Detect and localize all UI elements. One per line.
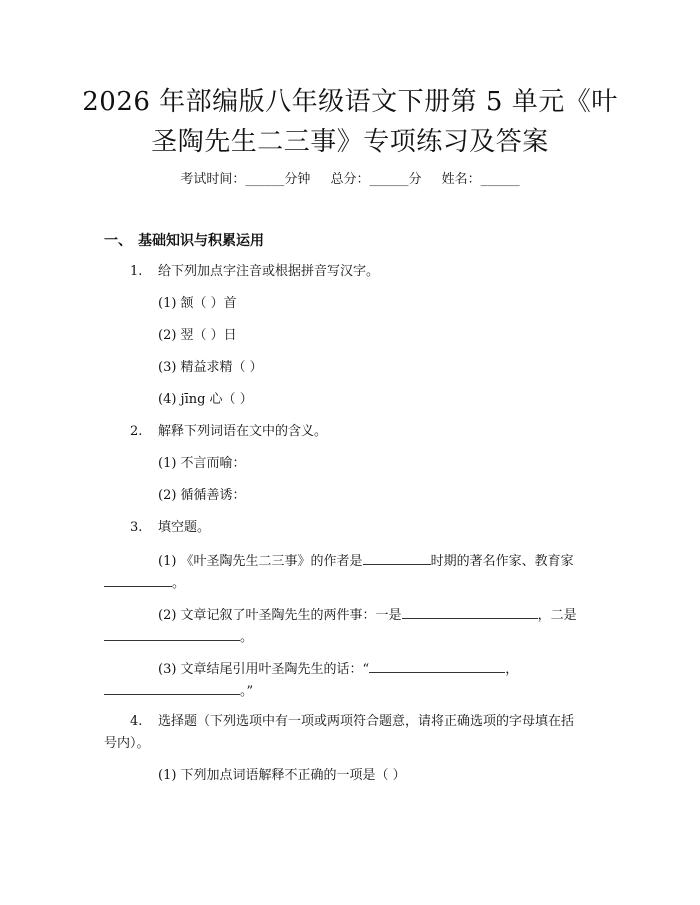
exam-score: 总分：______分 <box>330 172 422 187</box>
q1-item-3: (3) 精益求精（ ） <box>158 360 263 375</box>
q2-item-2: (2) 循循善诱： <box>158 488 246 503</box>
q3-item-2-cont: 。 <box>104 626 253 648</box>
question-number: 2. <box>130 424 143 439</box>
section-heading <box>104 230 264 250</box>
exam-time: 考试时间：______分钟 <box>180 172 311 187</box>
question-3 <box>130 518 210 538</box>
document-title-line-2: 圣陶先生二三事》专项练习及答案 <box>151 127 549 157</box>
document-title-line-1: 2026 年部编版八年级语文下册第 5 单元《叶 <box>82 87 618 117</box>
section-title: 基础知识与积累运用 <box>138 233 264 249</box>
answer-blank[interactable] <box>402 604 538 619</box>
q1-item-4: (4) jīng 心（ ） <box>158 392 253 407</box>
question-number: 3. <box>130 520 143 535</box>
section-number: 一、 <box>104 233 132 249</box>
question-1 <box>130 262 379 282</box>
question-number: 1. <box>130 264 143 279</box>
q3-item-1-cont: 。 <box>104 572 185 594</box>
answer-blank[interactable] <box>104 626 240 641</box>
question-2 <box>130 422 327 442</box>
question-4 <box>130 712 574 732</box>
exam-meta <box>0 168 700 187</box>
q3-item-3: (3) 文章结尾引用叶圣陶先生的话：“ ， <box>158 658 518 680</box>
answer-blank[interactable] <box>104 680 240 695</box>
answer-blank[interactable] <box>104 572 172 587</box>
question-text: 填空题。 <box>158 520 211 535</box>
question-number: 4. <box>130 714 143 729</box>
answer-blank[interactable] <box>363 550 431 565</box>
q1-item-2: (2) 翌（ ）日 <box>158 328 237 343</box>
q1-item-1: (1) 颔（ ）首 <box>158 296 237 311</box>
question-4-cont: 号内）。 <box>104 736 150 751</box>
question-text: 选择题（下列选项中有一项或两项符合题意，请将正确选项的字母填在括 <box>158 714 575 729</box>
q3-item-1: (1) 《叶圣陶先生二三事》的作者是 时期的著名作家、教育家 <box>158 550 574 572</box>
question-text: 给下列加点字注音或根据拼音写汉字。 <box>158 264 380 279</box>
q4-item-1: (1) 下列加点词语解释不正确的一项是（ ） <box>158 768 406 783</box>
exam-name: 姓名：______ <box>441 172 520 187</box>
question-text: 解释下列词语在文中的含义。 <box>158 424 328 439</box>
answer-blank[interactable] <box>369 658 505 673</box>
q2-item-1: (1) 不言而喻： <box>158 456 246 471</box>
q3-item-2: (2) 文章记叙了叶圣陶先生的两件事：一是 ，二是 <box>158 604 577 626</box>
q3-item-3-cont: 。” <box>104 680 253 702</box>
